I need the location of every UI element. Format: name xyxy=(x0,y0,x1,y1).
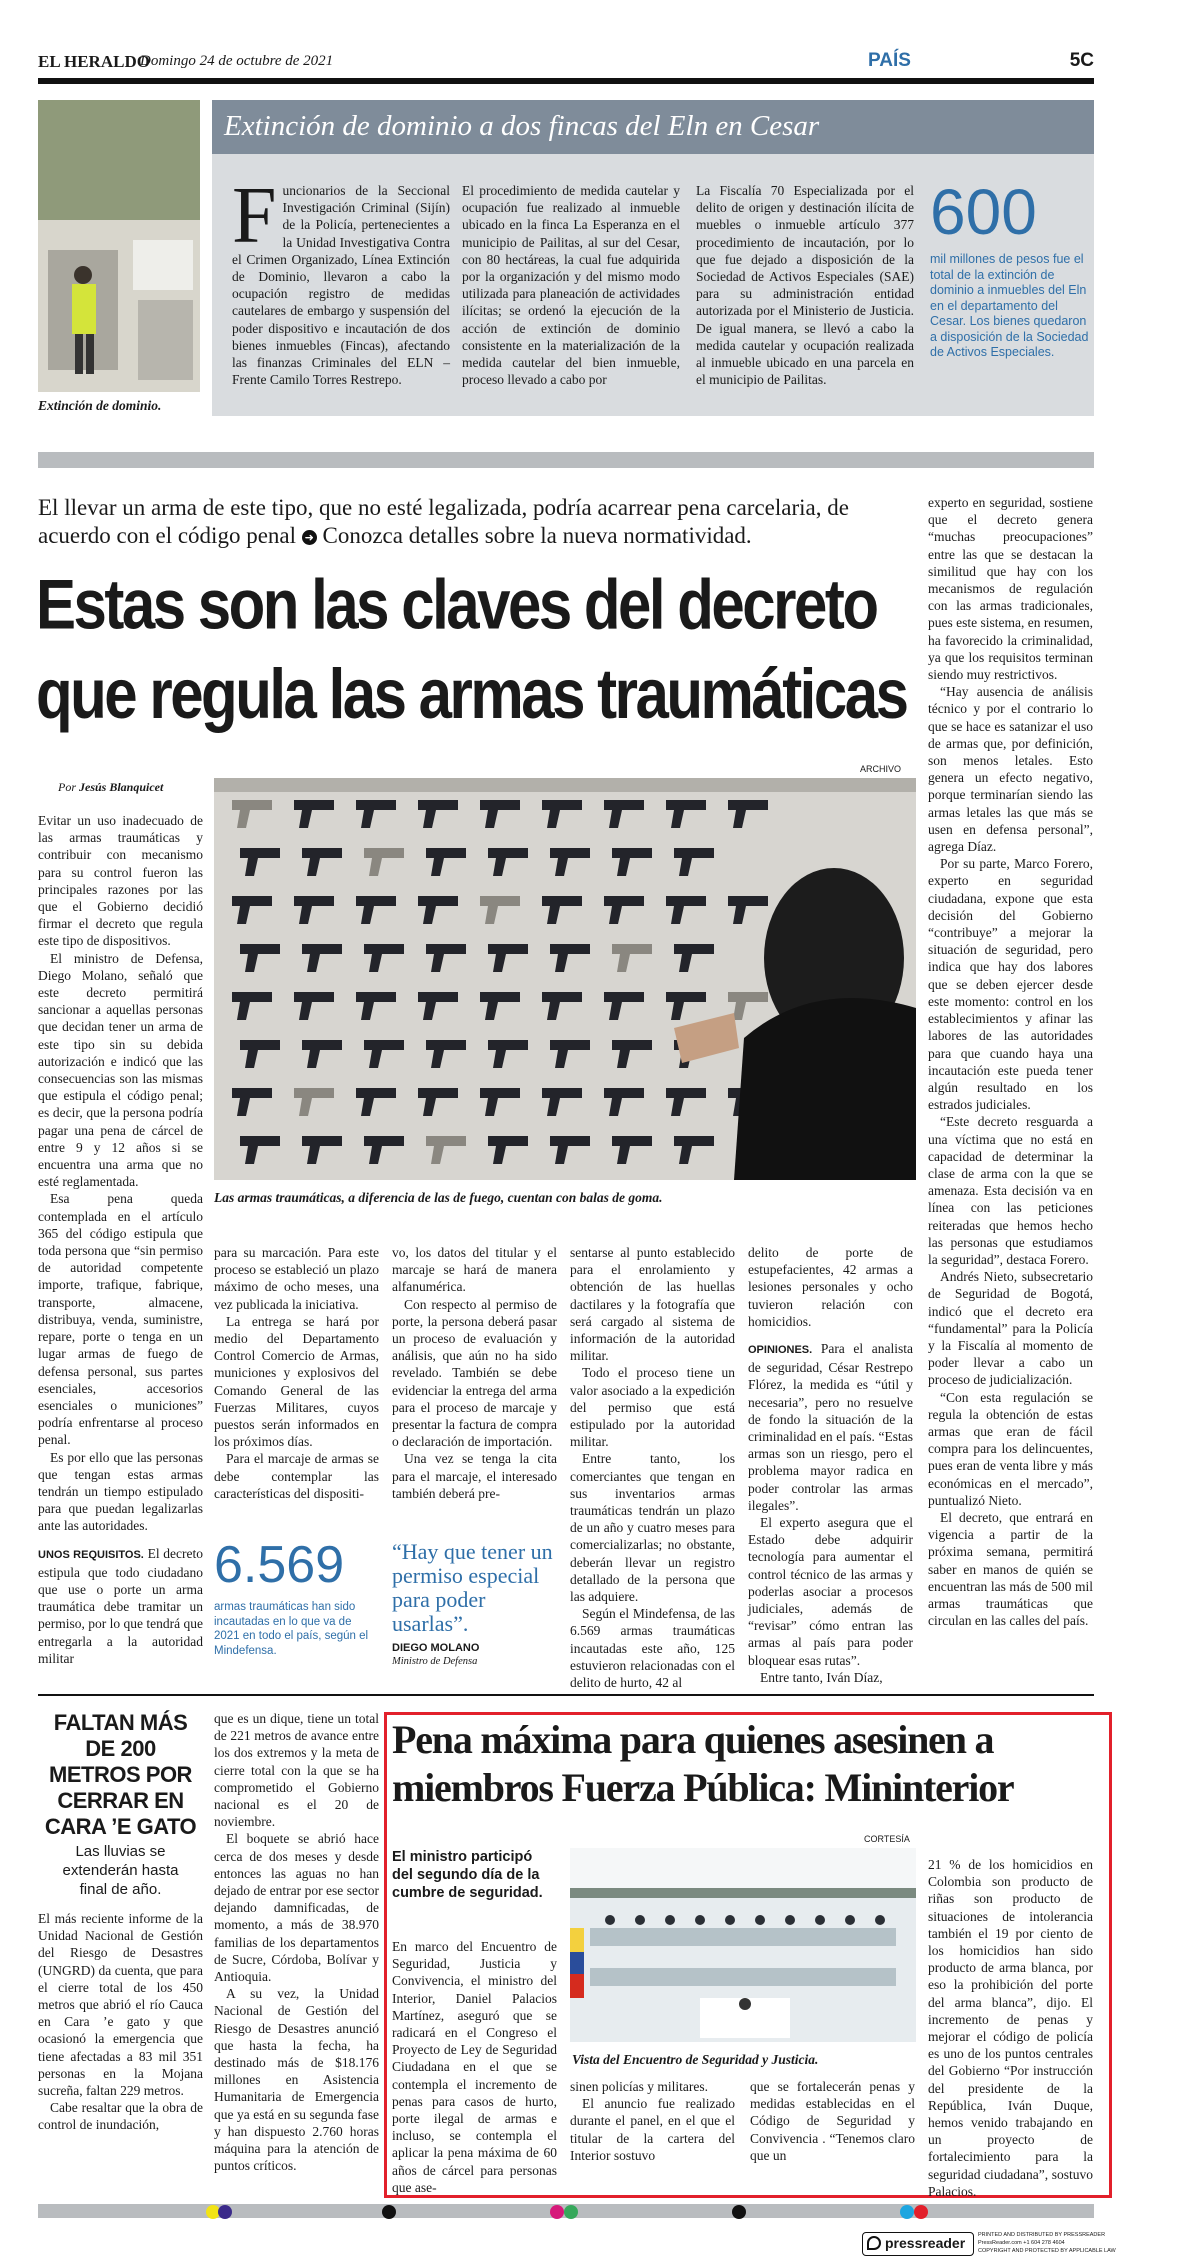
page-number: 5C xyxy=(1069,50,1094,71)
main-stat-text: armas traumáticas han sido incautadas en lo que va de 2021 en todo el país, según el Mindefensa. xyxy=(214,1601,369,1657)
mininterior-col-4 xyxy=(928,1856,1093,2200)
registration-dot-green xyxy=(564,2205,578,2219)
main-col-5 xyxy=(748,1244,913,1686)
main-col1-p3: Esa pena queda contemplada en el artículo 365 del código estipula que toda persona que “sin permiso de autoridad competente importe, trafique, fabrique, transporte, almacene, distribuya, venda, suministre, repare, porte o tenga en un lugar armas de fuego de defensa personal, sus partes esenciales, accesorios esenciales o municiones” podría enfrentarse al proceso penal. xyxy=(38,1191,203,1448)
mininterior-lead: El ministro participó del segundo día de la cumbre de seguridad. xyxy=(392,1849,543,1901)
brief-headline: Extinción de dominio a dos fincas del Eln en Cesar xyxy=(224,110,820,142)
gato-p1: El más reciente informe de la Unidad Nacional de Gestión del Riesgo de Desastres (UNGRD) da cuenta, que para el cierre total de los 450 metros que abrió el río Cauca en Cara ’e gato y que ocasionó la emergencia que tiene afectadas a 83 mil 351 personas en la Mojana sucreña, faltan 229 metros. xyxy=(38,1911,203,2099)
brief-stat-number: 600 xyxy=(930,176,1037,248)
main-right-p7: El decreto, que entrará en vigencia a partir de la próxima semana, permitirá saber en manos de quién se encuentran las más de 500 mil armas traumáticas que circulan en las calles del país. xyxy=(928,1509,1093,1629)
pressreader-logo xyxy=(862,2232,974,2256)
gato-col-2 xyxy=(214,1710,379,2174)
gato-headline: FALTAN MÁS DE 200 METROS POR CERRAR EN CARA ’E GATO xyxy=(44,1710,197,1839)
main-stat-number: 6.569 xyxy=(214,1536,345,1594)
main-right-p1: experto en seguridad, sostiene que el decreto genera “muchas preocupaciones” entre las que se destacan la similitud que hay con los mecanismos de regulación con las armas tradicionales, pues este sistema, en resumen, ha favorecido la criminalidad, ya que los requisitos terminan siendo muy restrictivos. xyxy=(928,495,1093,683)
main-subhead-requisitos: UNOS REQUISITOS. xyxy=(38,1548,144,1561)
main-photo-credit: ARCHIVO xyxy=(860,764,902,774)
brief-col3-text: La Fiscalía 70 Especializada por el delito de origen y destinación ilícita de muebles o inmueble artículo 377 procedimiento de incautación, por lo que fue dejado a disposición de la Sociedad de Activos Especiales (SAE) para su administración entidad autorizada por el Ministerio de Justicia. De igual manera, se llevó a cabo la medida cautelar y ocupación realizada al inmueble ubicado en una parcela en el municipio de Pailitas. xyxy=(696,183,914,388)
registration-dot-blue xyxy=(218,2205,232,2219)
mininterior-p4: que se fortalecerán penas y medidas establecidas en el Código de Seguridad y Convivencia . “Tenemos claro que un xyxy=(750,2079,915,2163)
main-deck-text: El llevar un arma de este tipo, que no esté legalizada, podría acarrear pena carcelaria, de acuerdo con el código penal xyxy=(38,495,849,548)
main-col1-p5 xyxy=(38,1545,203,1667)
brief-col-1 xyxy=(232,172,450,388)
main-col2-p2: La entrega se hará por medio del Departamento Control Comercio de Armas, municiones y explosivos del Comando General de las Fuerzas Militares, cuyos puestos serán informados en los próximos días. xyxy=(214,1313,379,1450)
mininterior-p1: En marco del Encuentro de Seguridad, Justicia y Convivencia, el ministro del Interior, Daniel Palacios Martínez, aseguró que se radicará en el Congreso el Proyecto de Ley de Seguridad Ciudadana en el que se contempla el incremento de penas para casos de hurto, porte ilegal de armas e incluso, se contempla el aplicar la pena máxima de 60 años de cárcel para personas que ase- xyxy=(392,1939,557,2195)
mininterior-p5: 21 % de los homicidios en Colombia son producto de riñas son producto de situaciones de intolerancia también el 19 por ciento de los homicidios han sido producto de arma blanca, por eso la prohibición del porte del arma blanca”, dijo. El incremento de penas y mejorar el código de policía es uno de los puntos centrales del Gobierno “Por instrucción del presidente de la República, Iván Duque, hemos venido trabajando en un proyecto de fortalecimiento para la seguridad ciudadana”, sostuvo Palacios. xyxy=(928,1857,1093,2199)
main-col4-p3: Entre tanto, los comerciantes que tengan en sus inventarios armas traumáticas tendrán un plazo de un año y cuatro meses para comercializarlas; no obstante, deberán llevar un registro detallado de la persona que las adquiere. xyxy=(570,1451,735,1605)
mininterior-photo-caption: Vista del Encuentro de Seguridad y Justicia. xyxy=(572,2052,819,2067)
main-col3-p3: Una vez se tenga la cita para el marcaje, el interesado también deberá pre- xyxy=(392,1451,557,1501)
main-col4-p4: Según el Mindefensa, de las 6.569 armas traumáticas incautadas este año, 125 estuvieron relacionadas con el delito de hurto, 42 al xyxy=(570,1606,735,1691)
brief-col-2 xyxy=(462,182,680,388)
main-col2-p1: para su marcación. Para este proceso se estableció un plazo máximo de ocho meses, una vez publicada la iniciativa. xyxy=(214,1245,379,1312)
main-deck xyxy=(38,494,898,550)
main-right-p4: “Este decreto resguarda a una víctima que no está en capacidad de determinar la clase de arma con la que se amenaza. Esta decisión va en línea con las peticiones reiteradas que hemos hecho las personas que estudiamos la seguridad”, destaca Forero. xyxy=(928,1114,1093,1267)
main-col-4 xyxy=(570,1244,735,1691)
mininterior-col-2 xyxy=(570,2078,735,2164)
main-photo xyxy=(214,778,916,1180)
registration-dot-red xyxy=(914,2205,928,2219)
main-headline-line-2: que regula las armas traumáticas xyxy=(36,654,907,734)
pressreader-icon xyxy=(867,2236,881,2250)
section-separator-bar xyxy=(38,452,1094,468)
mininterior-col-1 xyxy=(392,1938,557,2196)
mininterior-p3: El anuncio fue realizado durante el panel, en el que el titular de la cartera del Interior sostuvo xyxy=(570,2096,735,2163)
masthead xyxy=(38,50,1094,74)
section-name: PAÍS xyxy=(868,50,911,71)
main-deck-more: Conozca detalles sobre la nueva normatividad. xyxy=(322,523,752,548)
pressreader-line-1: PRINTED AND DISTRIBUTED BY PRESSREADER xyxy=(978,2232,1106,2238)
bottom-section-rule xyxy=(38,1694,1094,1696)
brief-dropcap: F xyxy=(232,172,277,260)
main-right-p6: “Con esta regulación se regula la obtención de estas armas que eran de fácil compra para los delincuentes, pues eran de venta libre y más económicas en el mercado”, puntualizó Nieto. xyxy=(928,1389,1093,1508)
main-col-right xyxy=(928,494,1093,1629)
main-pullquote-name: DIEGO MOLANO xyxy=(392,1642,480,1654)
gato-subhead: Las lluvias se extenderán hasta final de año. xyxy=(62,1843,179,1898)
main-headline-line-1: Estas son las claves del decreto xyxy=(36,564,877,644)
main-col4-p1: sentarse al punto establecido para el enrolamiento y obtención de las huellas dactilares y la fotografía que será cargado al sistema de información de la autoridad militar. xyxy=(570,1245,735,1364)
main-col3-p1: vo, los datos del titular y el marcaje se hará de manera alfanumérica. xyxy=(392,1245,557,1295)
gato-p5: A su vez, la Unidad Nacional de Gestión del Riesgo de Desastres anunció que hasta la fecha, ha destinado más de $18.176 millones en Asistencia Humanitaria de Emergencia que ya está en su segunda fase y han dispuesto 2.760 horas máquina para la atención de puntos críticos. xyxy=(214,1986,379,2174)
pressreader-footer[interactable] xyxy=(862,2232,1116,2258)
main-col5-p2-text: Para el analista de seguridad, César Restrepo Flórez, la medida es “útil y necesaria”, pero no resuelve de fondo la situación de la criminalidad en el país. “Estas armas son un riesgo, pero el problema mayor radica en poder controlar las armas ilegales”. xyxy=(748,1341,914,1513)
issue-date: Domingo 24 de octubre de 2021 xyxy=(140,53,334,69)
gato-p3: que es un dique, tiene un total de 221 metros de avance entre los dos extremos y la meta de cierre total con la que se ha comprometido el Gobierno nacional es el 20 de noviembre. xyxy=(214,1711,379,1830)
main-byline xyxy=(58,780,163,795)
main-photo-caption: Las armas traumáticas, a diferencia de las de fuego, cuentan con balas de goma. xyxy=(214,1190,663,1205)
pressreader-line-3: COPYRIGHT AND PROTECTED BY APPLICABLE LAW xyxy=(978,2248,1116,2254)
main-col5-p1: delito de porte de estupefacientes, 42 armas a lesiones personales y ocho tuvieron relación con homicidios. xyxy=(748,1245,913,1329)
main-col3-p2: Con respecto al permiso de porte, la persona deberá pasar un proceso de evaluación y análisis, que aún no ha sido revelado. También se debe evidenciar la entrega del arma para el proceso de marcaje y presentar la factura de compra o declaración de importación. xyxy=(392,1296,557,1450)
arrow-right-icon: ➜ xyxy=(302,530,317,545)
mininterior-photo xyxy=(570,1848,916,2042)
brief-col-3 xyxy=(696,182,914,388)
main-right-p3: Por su parte, Marco Forero, experto en seguridad ciudadana, expone que esta decisión del Gobierno “contribuye” a mejorar la situación de seguridad, pero indica que hay dos labores que se deben ejercer desde este momento: control en los establecimientos y afinar las labores de las autoridades para que cuando haya una incautación este pueda tener algún resultado en los estrados judiciales. xyxy=(928,856,1093,1113)
main-right-p5: Andrés Nieto, subsecretario de Seguridad de Bogotá, indicó que el decreto era “fundamental” para la Policía y la Fiscalía al momento de poder llevar a cabo un proceso de judicialización. xyxy=(928,1269,1093,1388)
brief-photo xyxy=(38,100,200,392)
byline-name: Jesús Blanquicet xyxy=(79,780,164,794)
byline-prefix: Por xyxy=(58,780,76,794)
pressreader-brand: pressreader xyxy=(885,2235,966,2251)
brief-photo-caption: Extinción de dominio. xyxy=(38,398,162,413)
main-col1-p4: Es por ello que las personas que tengan estas armas tendrán un tiempo estipulado para que puedan legalizarlas ante las autoridades. xyxy=(38,1449,203,1534)
registration-dot-black xyxy=(382,2205,396,2219)
main-headline xyxy=(36,560,916,739)
mininterior-p2: sinen policías y militares. xyxy=(570,2079,708,2094)
mininterior-col-3 xyxy=(750,2078,915,2164)
main-col1-p1: Evitar un uso inadecuado de las armas traumáticas y contribuir con mecanismo para su control fueron las principales razones por las que el Gobierno decidió firmar el decreto que regula este tipo de dispositivos. xyxy=(38,813,203,949)
main-col2-p3: Para el marcaje de armas se debe contemplar las características del dispositi- xyxy=(214,1451,379,1501)
main-col5-p3: El experto asegura que el Estado debe adquirir tecnología para aumentar el control técnico de las armas y poderlas asociar a procesos judiciales, además de “revisar” cómo entran las armas al país para poder bloquear esas rutas”. xyxy=(748,1515,913,1668)
brief-col1-text: uncionarios de la Seccional Investigación Criminal (Sijín) de la Policía, pertenecientes a la Unidad Investigativa Contra el Crimen Organizado, Línea Extinción de Dominio, llevaron a cabo la ocupación registro de medidas cautelares de embargo y suspensión del poder dispositivo e incautación de dos bienes inmuebles (Fincas), afectando las finanzas Criminales del ELN – Frente Camilo Torres Restrepo. xyxy=(232,183,450,388)
registration-dot-black-2 xyxy=(732,2205,746,2219)
gato-col-1 xyxy=(38,1910,203,2134)
main-col1-p2: El ministro de Defensa, Diego Molano, señaló que este decreto permitirá sancionar a aquellas personas que decidan tener un arma de este tipo sin su debida autorización e indicó que las consecuencias son las mismas que estipula el código penal; es decir, que la persona podría pagar una pena de cárcel de entre 9 y 12 años si se encuentra una arma que no esté reglamentada. xyxy=(38,950,203,1190)
mininterior-photo-credit: CORTESÍA xyxy=(864,1834,910,1844)
paper-name: EL HERALDO xyxy=(38,52,150,71)
gato-p4: El boquete se abrió hace cerca de dos meses y desde entonces las aguas no han dejado de entrar por ese sector dejando damnificadas, de momento, a más de 38.970 familias de los departamentos de Sucre, Córdoba, Bolívar y Antioquia. xyxy=(214,1831,379,1985)
main-col4-p2: Todo el proceso tiene un valor asociado a la expedición del permiso que está estipulado por la autoridad militar. xyxy=(570,1365,735,1450)
brief-stat-text: mil millones de pesos fue el total de la extinción de dominio a inmuebles del Eln en el departamento del Cesar. Los bienes quedaron a disposición de la Sociedad de Activos Especiales. xyxy=(930,252,1089,359)
main-col-2 xyxy=(214,1244,379,1502)
main-col1-p5-text: El decreto estipula que todo ciudadano que use o porte un arma traumática debe tramitar un permiso, por lo que tendrá que entregarla a la autoridad militar xyxy=(38,1545,203,1666)
registration-dot-cyan xyxy=(900,2205,914,2219)
main-col5-p4: Entre tanto, Iván Díaz, xyxy=(760,1669,883,1685)
main-col5-p2 xyxy=(748,1340,913,1514)
main-pullquote: “Hay que tener un permiso especial para poder usarlas”. xyxy=(392,1539,553,1636)
gato-p2: Cabe resaltar que la obra de control de inundación, xyxy=(38,2100,203,2133)
mininterior-headline: Pena máxima para quienes asesinen a miembros Fuerza Pública: Mininterior xyxy=(392,1717,1014,1810)
brief-col2-text: El procedimiento de medida cautelar y ocupación fue realizado al inmueble ubicado en la finca La Esperanza en el municipio de Pailitas, al sur del Cesar, con 80 hectáreas, la cual fue adquirida por la organización y del mismo modo utilizada para planeación de actividades ilícitas; se ordenó la ejecución de la acción de extinción de dominio consistente en la materialización de la medida cautelar del bien inmueble, proceso llevado a cabo por xyxy=(462,183,680,388)
main-col-1 xyxy=(38,812,203,1667)
main-pullquote-role: Ministro de Defensa xyxy=(392,1656,478,1667)
main-col-3 xyxy=(392,1244,557,1502)
main-right-p2: “Hay ausencia de análisis técnico y por el contrario lo que se hace es satanizar el uso de armas que, por definición, son menos letales. Esto genera un efecto negativo, porque terminarían siendo las armas letales las que más se usen en defensa personal”, agrega Díaz. xyxy=(928,684,1093,855)
main-subhead-opiniones: OPINIONES. xyxy=(748,1344,813,1357)
masthead-rule xyxy=(38,78,1094,84)
pressreader-line-2: PressReader.com +1 604 278 4604 xyxy=(978,2240,1065,2246)
registration-dot-magenta xyxy=(550,2205,564,2219)
